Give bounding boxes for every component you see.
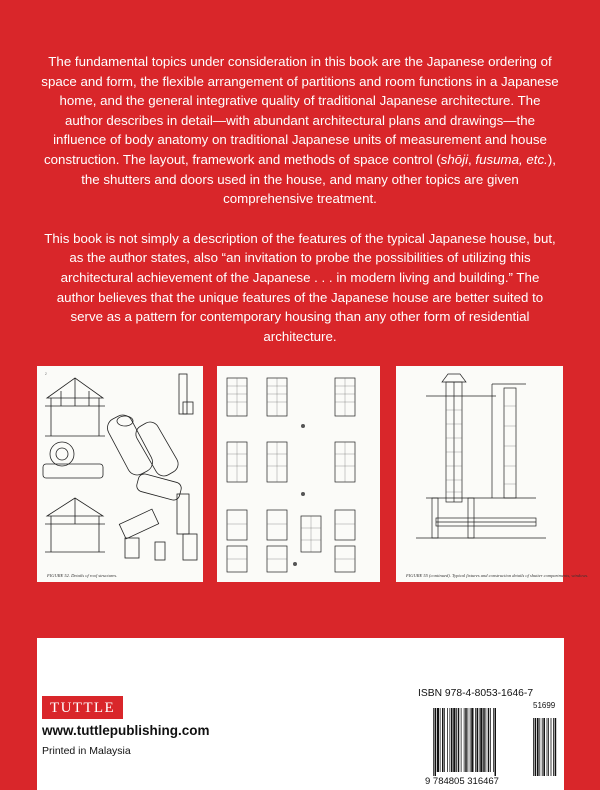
barcode-bar xyxy=(456,708,457,772)
barcode-bar xyxy=(493,708,494,772)
shoji-panel-drawing xyxy=(217,366,380,582)
barcode-digits: 9 784805 316467 xyxy=(425,776,499,786)
svg-text:2: 2 xyxy=(45,372,47,376)
printed-in-note: Printed in Malaysia xyxy=(42,745,131,757)
blurb-text: , xyxy=(468,151,476,167)
barcode-addon-bar xyxy=(533,718,534,776)
barcode-bar xyxy=(458,708,460,772)
barcode-bar xyxy=(495,708,497,776)
barcode-bar xyxy=(483,708,485,772)
barcode-bar xyxy=(480,708,482,772)
barcode-bar xyxy=(435,708,437,776)
barcode-bar xyxy=(471,708,473,772)
barcode-bar xyxy=(475,708,476,772)
shutter-compartment-drawing xyxy=(396,366,563,582)
barcode-bar xyxy=(490,708,491,772)
barcode-bar xyxy=(461,708,462,772)
barcode-addon-bar xyxy=(539,718,540,776)
isbn-text: ISBN 978-4-8053-1646-7 xyxy=(418,688,534,699)
barcode-addon-bar xyxy=(547,718,548,776)
barcode-addon-bar xyxy=(551,718,552,776)
back-cover-blurb xyxy=(40,52,560,366)
barcode-addon-bar xyxy=(555,718,557,776)
barcode-bar xyxy=(433,708,434,776)
barcode-addon-bar xyxy=(537,718,539,776)
blurb-italic-term: fusuma, etc. xyxy=(475,151,548,167)
tuttle-logo: TUTTLE xyxy=(42,696,123,719)
roof-structure-drawing xyxy=(37,366,203,582)
barcode-bar xyxy=(442,708,444,772)
illustration-roof-structures xyxy=(37,366,203,582)
illustration-shoji-panels xyxy=(217,366,380,582)
barcode-bar xyxy=(465,708,467,772)
blurb-paragraph-1 xyxy=(40,52,560,209)
barcode-addon-bar xyxy=(548,718,549,776)
barcode-bar xyxy=(488,708,490,772)
barcode-bar xyxy=(464,708,465,772)
barcode-bar xyxy=(453,708,455,772)
plate-caption: FIGURE 55 (continued). Typical fixtures and construction details of shutter compartments, windows. xyxy=(406,573,589,578)
barcode-bar xyxy=(470,708,471,772)
barcode-bar xyxy=(440,708,441,772)
barcode-bar xyxy=(477,708,479,772)
publisher-url[interactable]: www.tuttlepublishing.com xyxy=(42,723,210,738)
price-code: 51699 xyxy=(533,701,556,710)
barcode-bar xyxy=(468,708,469,772)
barcode-bar xyxy=(450,708,451,772)
blurb-italic-term: shōji xyxy=(440,151,469,167)
plate-caption: FIGURE 52. Details of roof structures. xyxy=(47,573,118,578)
barcode-addon-bar xyxy=(553,718,554,776)
barcode-bar xyxy=(437,708,439,772)
barcode-addon-bar xyxy=(535,718,537,776)
illustration-shutter-compartments xyxy=(396,366,589,582)
blurb-text: The fundamental topics under consideration in this book are the Japanese ordering of space and form, the flexible arrangement of partitions and room functions in a Japanese home, and the general integrative quality of traditional Japanese architecture. The author describes in detail—with abundant architectural plans and drawings—the influence of body anatomy on traditional Japanese units of measurement and house construction. The layout, framework and methods of space control ( xyxy=(41,54,559,167)
barcode-addon-bar xyxy=(542,718,543,776)
blurb-paragraph-2: This book is not simply a description of the features of the typical Japanese house, but, as the author states, also “an invitation to probe the possibilities of utilizing this architectural achievement of the Japanese . . . in modern living and building.” The author believes that the unique features of the Japanese house are better suited to serve as a pattern for contemporary housing than any other form of residential architecture. xyxy=(44,230,556,344)
barcode-bar xyxy=(451,708,453,772)
blurb-text: ), the shutters and doors used in the house, and many other topics are given comprehensive treatment. xyxy=(81,151,556,207)
isbn-barcode xyxy=(425,706,575,786)
publisher-panel xyxy=(37,638,564,790)
barcode-bar xyxy=(447,708,448,772)
barcode-bar xyxy=(479,708,480,772)
barcode-bar xyxy=(486,708,487,772)
barcode-addon-bar xyxy=(543,718,545,776)
barcode-bar xyxy=(444,708,445,772)
